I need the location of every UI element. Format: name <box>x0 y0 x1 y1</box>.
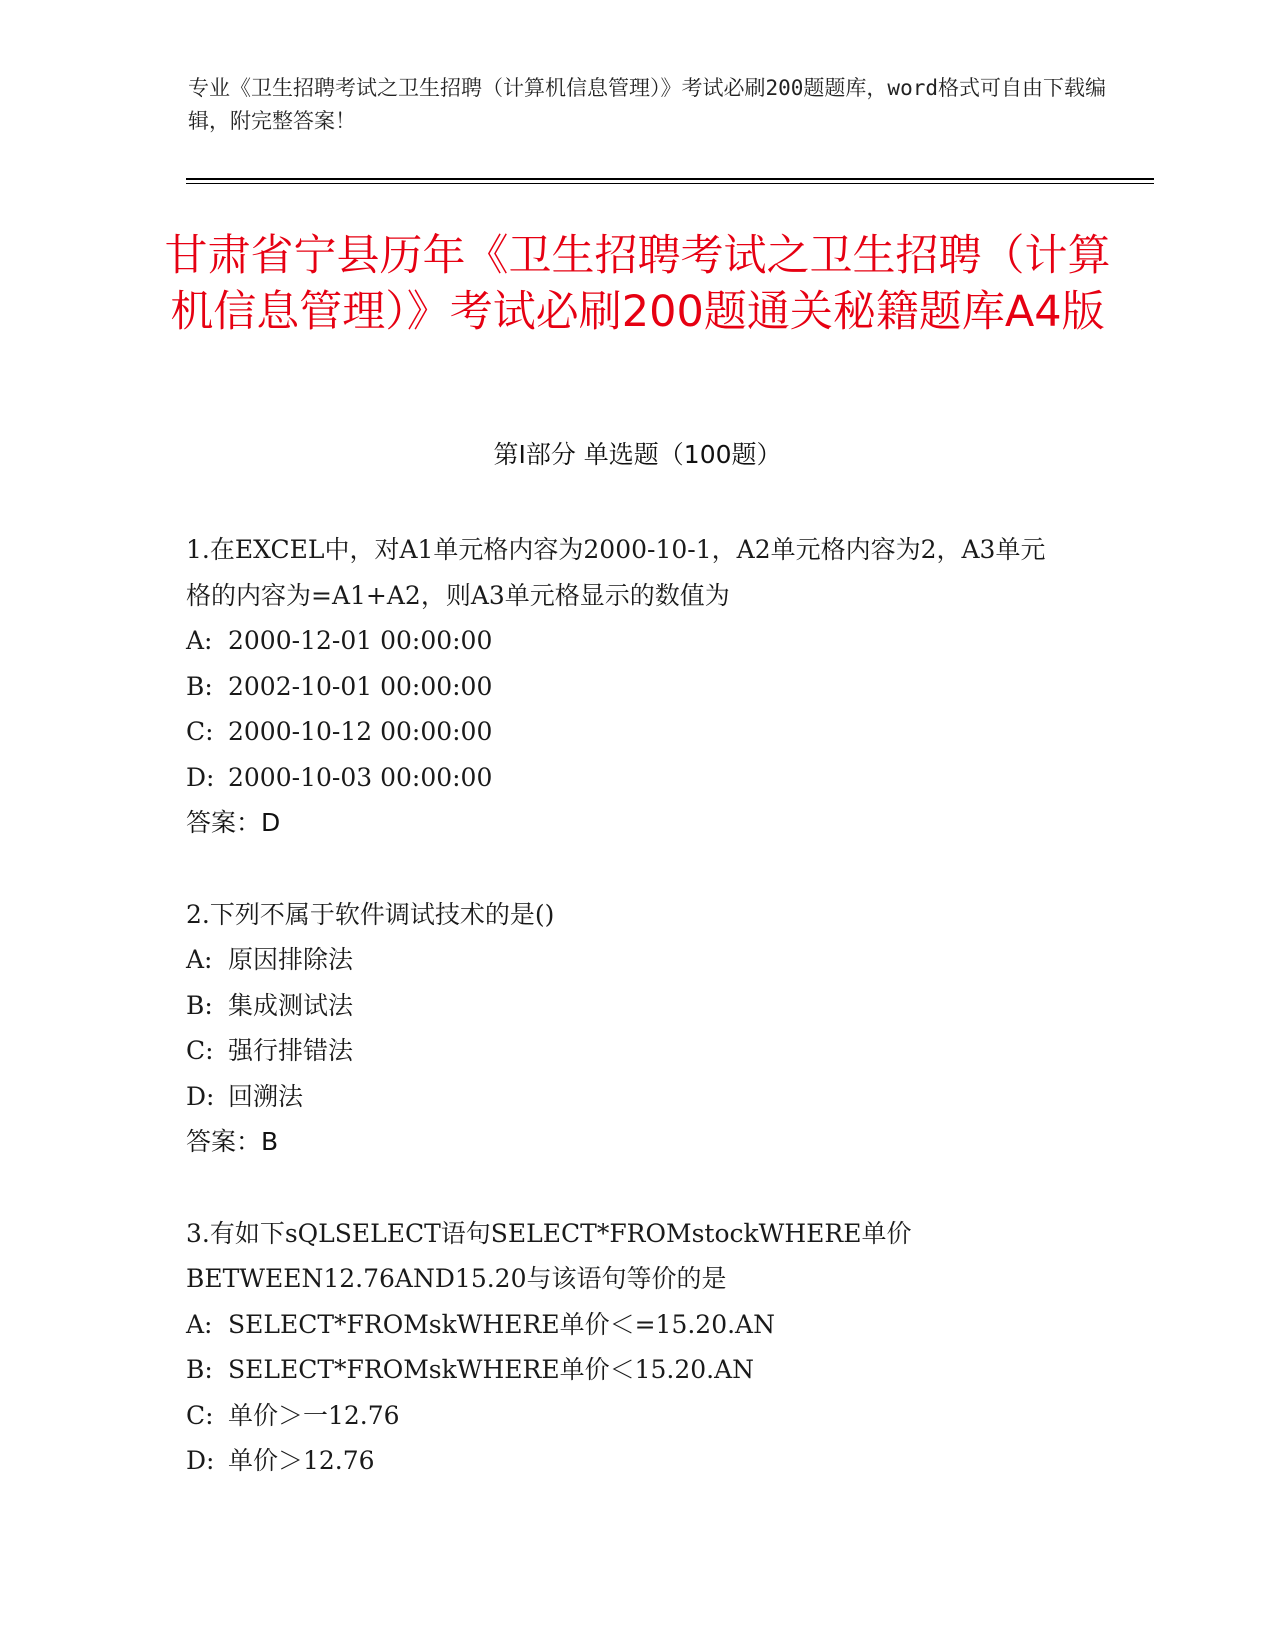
section-heading: 第Ⅰ部分 单选题（100题） <box>493 440 782 469</box>
option-letter: D: <box>186 1446 215 1475</box>
option-b <box>186 983 1116 1029</box>
option-text: SELECT*FROMskWHERE单价＜=15.20.AN <box>228 1309 775 1339</box>
document-title: 甘肃省宁县历年《卫生招聘考试之卫生招聘（计算机信息管理）》考试必刷200题通关秘籍题库A4版 <box>164 231 1111 337</box>
option-b <box>186 1347 1116 1393</box>
option-a <box>186 618 1116 664</box>
header-divider-thick <box>186 178 1154 180</box>
option-letter: C: <box>186 717 214 746</box>
option-text: 2000-12-01 00:00:00 <box>228 626 493 655</box>
option-c <box>186 1393 1116 1439</box>
option-text: 单价＞一12.76 <box>228 1400 400 1430</box>
question-list <box>186 527 1116 1530</box>
option-c <box>186 1028 1116 1074</box>
header-note: 专业《卫生招聘考试之卫生招聘（计算机信息管理）》考试必刷200题题库，word格式可自由下载编辑，附完整答案！ <box>188 76 1106 133</box>
option-letter: B: <box>186 1355 213 1384</box>
option-c <box>186 709 1116 755</box>
option-letter: C: <box>186 1036 214 1065</box>
answer-line: 答案：D <box>186 808 281 837</box>
question-2 <box>186 892 1116 1165</box>
question-stem: 1.在EXCEL中，对A1单元格内容为2000-10-1，A2单元格内容为2，A3单元格的内容为=A1+A2，则A3单元格显示的数值为 <box>186 535 1046 610</box>
option-text: 2002-10-01 00:00:00 <box>228 671 493 701</box>
option-text: 回溯法 <box>228 1081 304 1111</box>
option-d <box>186 755 1116 801</box>
question-stem: 2.下列不属于软件调试技术的是() <box>186 899 555 929</box>
question-1 <box>186 527 1116 846</box>
answer-line: 答案：B <box>186 1127 279 1156</box>
option-text: SELECT*FROMskWHERE单价＜15.20.AN <box>228 1355 755 1384</box>
option-text: 2000-10-03 00:00:00 <box>228 762 493 792</box>
question-stem: 3.有如下sQLSELECT语句SELECT*FROMstockWHERE单价BETWEEN12.76AND15.20与该语句等价的是 <box>186 1218 912 1293</box>
option-text: 单价＞12.76 <box>228 1446 375 1475</box>
option-letter: A: <box>186 626 213 655</box>
option-letter: A: <box>186 1309 213 1339</box>
option-b <box>186 664 1116 710</box>
option-d <box>186 1438 1116 1484</box>
option-letter: D: <box>186 1081 215 1111</box>
option-letter: D: <box>186 762 215 792</box>
option-a <box>186 1302 1116 1348</box>
option-a <box>186 937 1116 983</box>
option-text: 集成测试法 <box>228 990 354 1020</box>
option-letter: A: <box>186 945 213 974</box>
option-letter: B: <box>186 990 213 1020</box>
header-divider-thin <box>186 183 1154 184</box>
option-text: 2000-10-12 00:00:00 <box>228 717 493 746</box>
question-3 <box>186 1211 1116 1484</box>
option-letter: C: <box>186 1400 214 1430</box>
option-text: 强行排错法 <box>228 1036 354 1065</box>
option-text: 原因排除法 <box>228 945 354 974</box>
option-d <box>186 1074 1116 1120</box>
option-letter: B: <box>186 671 213 701</box>
